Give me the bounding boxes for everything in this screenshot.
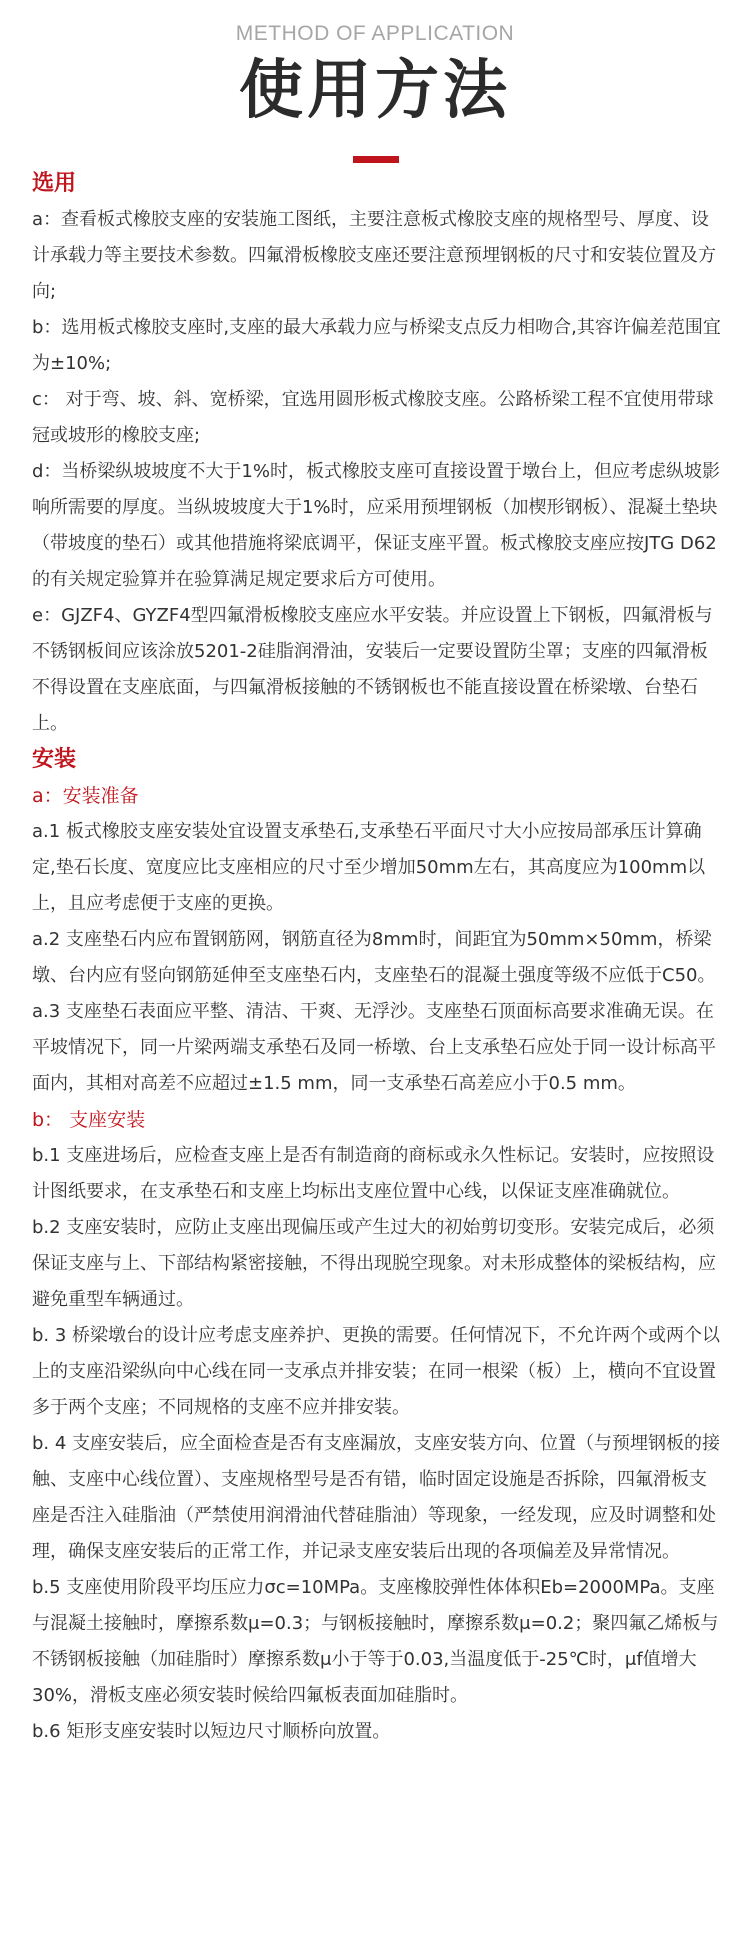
section-heading-install: 安装 bbox=[32, 747, 77, 772]
subsection-heading-prep: a：安装准备 bbox=[32, 785, 139, 807]
subsection-heading-mount: b： 支座安装 bbox=[32, 1109, 146, 1131]
prep-item-a3: a.3 支座垫石表面应平整、清洁、干爽、无浮沙。支座垫石顶面标高要求准确无误。在平坡情况下，同一片梁两端支承垫石及同一桥墩、台上支承垫石应处于同一设计标高平面内，其相对高差不应超过±1.5 mm，同一支承垫石高差应小于0.5 mm。 bbox=[32, 1001, 716, 1094]
mount-item-b4: b. 4 支座安装后，应全面检查是否有支座漏放，支座安装方向、位置（与预埋钢板的接触、支座中心线位置）、支座规格型号是否有错，临时固定设施是否拆除，四氟滑板支座是否注入硅脂油（严禁使用润滑油代替硅脂油）等现象，一经发现，应及时调整和处理，确保支座安装后的正常工作，并记录支座安装后出现的各项偏差及异常情况。 bbox=[32, 1433, 721, 1562]
select-item-c: c： 对于弯、坡、斜、宽桥梁，宜选用圆形板式橡胶支座。公路桥梁工程不宜使用带球冠或坡形的橡胶支座; bbox=[32, 389, 714, 446]
mount-item-b5: b.5 支座使用阶段平均压应力σc=10MPa。支座橡胶弹性体体积Eb=2000MPa。支座与混凝土接触时，摩擦系数μ=0.3；与钢板接触时，摩擦系数μ=0.2；聚四氟乙烯板与不锈钢板接触（加硅脂时）摩擦系数μ小于等于0.03,当温度低于-25℃时，μf值增大30%，滑板支座必须安装时候给四氟板表面加硅脂时。 bbox=[32, 1577, 719, 1706]
mount-item-b2: b.2 支座安装时，应防止支座出现偏压或产生过大的初始剪切变形。安装完成后，必须保证支座与上、下部结构紧密接触，不得出现脱空现象。对未形成整体的梁板结构，应避免重型车辆通过。 bbox=[32, 1217, 716, 1310]
section-heading-select: 选用 bbox=[32, 171, 77, 196]
header-eyebrow: METHOD OF APPLICATION bbox=[235, 22, 515, 45]
select-item-a: a：查看板式橡胶支座的安装施工图纸，主要注意板式橡胶支座的规格型号、厚度、设计承载力等主要技术参数。四氟滑板橡胶支座还要注意预埋钢板的尺寸和安装位置及方向; bbox=[32, 209, 716, 302]
prep-item-a1: a.1 板式橡胶支座安装处宜设置支承垫石,支承垫石平面尺寸大小应按局部承压计算确定,垫石长度、宽度应比支座相应的尺寸至少增加50mm左右，其高度应为100mm以上，且应考虑便于支座的更换。 bbox=[32, 821, 706, 914]
select-item-e: e：GJZF4、GYZF4型四氟滑板橡胶支座应水平安装。并应设置上下钢板，四氟滑板与不锈钢板间应该涂放5201-2硅脂润滑油，安装后一定要设置防尘罩；支座的四氟滑板不得设置在支座底面，与四氟滑板接触的不锈钢板也不能直接设置在桥梁墩、台垫石上。 bbox=[32, 605, 713, 734]
title-accent-bar bbox=[353, 156, 399, 163]
mount-item-b3: b. 3 桥梁墩台的设计应考虑支座养护、更换的需要。任何情况下，不允许两个或两个以上的支座沿梁纵向中心线在同一支承点并排安装；在同一根梁（板）上，横向不宜设置多于两个支座；不同规格的支座不应并排安装。 bbox=[32, 1325, 721, 1418]
select-item-d: d：当桥梁纵坡坡度不大于1%时，板式橡胶支座可直接设置于墩台上，但应考虑纵坡影响所需要的厚度。当纵坡坡度大于1%时，应采用预埋钢板（加楔形钢板）、混凝土垫块（带坡度的垫石）或其他措施将梁底调平，保证支座平置。板式橡胶支座应按JTG D62的有关规定验算并在验算满足规定要求后方可使用。 bbox=[32, 461, 720, 590]
prep-item-a2: a.2 支座垫石内应布置钢筋网，钢筋直径为8mm时，间距宜为50mm×50mm，桥梁墩、台内应有竖向钢筋延伸至支座垫石内，支座垫石的混凝土强度等级不应低于C50。 bbox=[32, 929, 716, 986]
page-title: 使用方法 bbox=[239, 54, 511, 128]
select-item-b: b：选用板式橡胶支座时,支座的最大承载力应与桥梁支点反力相吻合,其容许偏差范围宜为±10%; bbox=[32, 317, 721, 374]
mount-item-b1: b.1 支座进场后，应检查支座上是否有制造商的商标或永久性标记。安装时，应按照设计图纸要求，在支承垫石和支座上均标出支座位置中心线，以保证支座准确就位。 bbox=[32, 1145, 715, 1202]
instructions-body bbox=[32, 166, 722, 1750]
mount-item-b6: b.6 矩形支座安装时以短边尺寸顺桥向放置。 bbox=[32, 1721, 391, 1742]
